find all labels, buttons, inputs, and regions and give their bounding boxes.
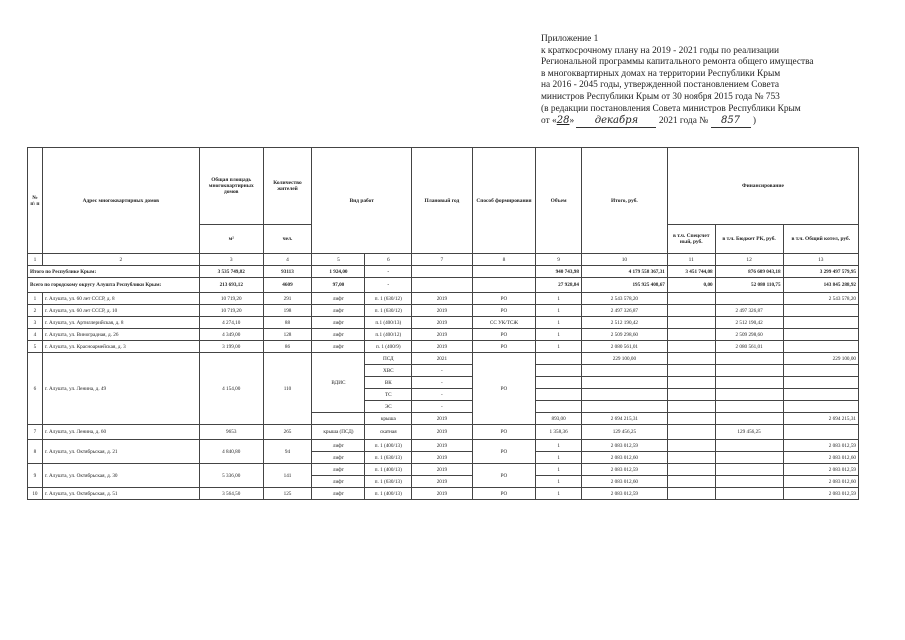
row-work-spec: п. 1 (630/12) <box>365 305 412 317</box>
row-area: 4 154,00 <box>199 353 263 425</box>
row-fin-common <box>783 377 858 389</box>
total-area: 3 535 749,82 <box>199 266 263 278</box>
col-area-header: Общая площадь многоквартирных домов <box>199 148 263 225</box>
row-method: СС УК/ТСЖ <box>472 317 536 329</box>
row-residents: 128 <box>263 329 312 341</box>
row-year: 2019 <box>412 317 472 329</box>
total-area: 213 693,12 <box>199 278 263 293</box>
col-total-header: Итого, руб. <box>581 148 667 254</box>
row-fin-common <box>783 341 858 353</box>
row-residents: 88 <box>263 317 312 329</box>
table-row <box>28 341 859 353</box>
row-work: лифт <box>312 293 365 305</box>
col-residents-header: Количество жителей <box>263 148 312 225</box>
handwritten-number: 857 <box>711 115 751 128</box>
row-volume <box>536 377 582 389</box>
col-year-header: Плановый год <box>412 148 472 254</box>
column-number: 13 <box>783 254 858 266</box>
row-address: г. Алушта, ул. Артиллерийская, д. 8 <box>42 317 199 329</box>
total-fin-common: 143 845 288,92 <box>783 278 858 293</box>
row-work-spec: ТС <box>365 389 412 401</box>
row-work-group: ВДИС <box>312 353 365 413</box>
row-year: 2019 <box>412 305 472 317</box>
row-area: 3 199,00 <box>199 341 263 353</box>
total-fin-budget: 876 609 043,18 <box>715 266 783 278</box>
row-residents: 125 <box>263 488 312 500</box>
row-total: 2 083 012,60 <box>581 476 667 488</box>
col-fin-common-header: в т.ч. Общий котел, руб. <box>783 225 858 254</box>
total-crimea-row <box>28 266 859 278</box>
row-year: 2019 <box>412 293 472 305</box>
row-total: 2 512 190,42 <box>581 317 667 329</box>
row-method: РО <box>472 353 536 425</box>
total-alushta-row <box>28 278 859 293</box>
row-number: 2 <box>28 305 43 317</box>
row-address: г. Алушта, ул. 60 лет СССР, д. 10 <box>42 305 199 317</box>
row-work-spec: п. 1 (630/12) <box>365 293 412 305</box>
row-volume <box>536 401 582 413</box>
row-number: 8 <box>28 440 43 464</box>
header-line: (в редакции постановления Совета министров Республики Крым <box>541 103 801 114</box>
handwritten-month: декабря <box>576 115 656 128</box>
row-address: г. Алушта, ул. 60 лет СССР, д. 8 <box>42 293 199 305</box>
row-work: лифт <box>312 440 365 452</box>
row-work-spec: п.1 (400/12) <box>365 329 412 341</box>
row-fin-common: 2 083 012,59 <box>783 464 858 476</box>
row-fin-budget: 129 456,25 <box>715 425 783 440</box>
row-fin-spec <box>667 341 715 353</box>
column-number: 12 <box>715 254 783 266</box>
row-fin-common <box>783 329 858 341</box>
column-number: 4 <box>263 254 312 266</box>
row-residents: 198 <box>263 305 312 317</box>
residents-unit: чел. <box>263 225 312 254</box>
row-area: 4 274,10 <box>199 317 263 329</box>
row-work: лифт <box>312 341 365 353</box>
row-work: крыша (ПСД) <box>312 425 365 440</box>
row-work: лифт <box>312 317 365 329</box>
repair-plan-table <box>27 147 859 500</box>
row-number: 6 <box>28 353 43 425</box>
row-fin-budget: 2 080 561,01 <box>715 341 783 353</box>
column-number: 1 <box>28 254 43 266</box>
row-volume: 1 <box>536 317 582 329</box>
total-label: Всего по городскому округу Алушта Республики Крым: <box>28 278 200 293</box>
total-dash: - <box>365 266 412 278</box>
row-address: г. Алушта, ул. Ленина, д. 49 <box>42 353 199 425</box>
row-volume: 1 <box>536 341 582 353</box>
row-total <box>581 365 667 377</box>
row-residents: 110 <box>263 353 312 425</box>
row-work: лифт <box>312 476 365 488</box>
col-work-header: Вид работ <box>312 148 412 254</box>
row-address: г. Алушта, ул. Красноармейская, д. 3 <box>42 341 199 353</box>
row-total: 229 100,00 <box>581 353 667 365</box>
column-number: 7 <box>412 254 472 266</box>
row-volume <box>536 365 582 377</box>
row-method: РО <box>472 293 536 305</box>
column-number: 2 <box>42 254 199 266</box>
row-total: 2 083 012,59 <box>581 440 667 452</box>
row-method: РО <box>472 425 536 440</box>
row-work-spec: п.1 (400/13) <box>365 317 412 329</box>
row-address: г. Алушта, ул. Октябрьская, д. 21 <box>42 440 199 464</box>
table-row <box>28 464 859 476</box>
row-work-spec: ХВС <box>365 365 412 377</box>
row-year: 2019 <box>412 464 472 476</box>
col-finance-header: Финансирование <box>667 148 858 225</box>
row-fin-spec <box>667 329 715 341</box>
table-row <box>28 293 859 305</box>
total-volume: 940 743,98 <box>536 266 582 278</box>
total-dash: - <box>365 278 412 293</box>
total-sum: 4 179 558 367,31 <box>581 266 667 278</box>
row-residents: 291 <box>263 293 312 305</box>
row-volume <box>536 389 582 401</box>
col-number-header: № п\ п <box>28 148 43 254</box>
row-method: РО <box>472 440 536 464</box>
row-method: РО <box>472 305 536 317</box>
row-work-spec: п. 1 (630/13) <box>365 476 412 488</box>
row-method: РО <box>472 329 536 341</box>
row-work-spec: п. 1 (630/13) <box>365 452 412 464</box>
row-fin-common: 229 100,00 <box>783 353 858 365</box>
row-area: 4 840,80 <box>199 440 263 464</box>
row-work-spec: п. 1 (400/9) <box>365 341 412 353</box>
row-total: 2 497 326,87 <box>581 305 667 317</box>
row-work-spec: крыша <box>365 413 412 425</box>
row-fin-spec <box>667 305 715 317</box>
row-volume: 1 <box>536 329 582 341</box>
table-row <box>28 353 859 365</box>
row-year: 2019 <box>412 413 472 425</box>
row-area: 9653 <box>199 425 263 440</box>
row-year: - <box>412 377 472 389</box>
row-year: - <box>412 389 472 401</box>
col-volume-header: Объем <box>536 148 582 254</box>
total-fin-spec: 0,00 <box>667 278 715 293</box>
header-line: министров Республики Крым от 30 ноября 2015 года № 753 <box>541 91 780 102</box>
row-area: 3 564,50 <box>199 488 263 500</box>
row-fin-common <box>783 365 858 377</box>
row-total <box>581 377 667 389</box>
row-fin-budget: 2 497 326,87 <box>715 305 783 317</box>
appendix-header <box>541 34 881 128</box>
total-sum: 195 925 408,67 <box>581 278 667 293</box>
header-line: в многоквартирных домах на территории Республики Крым <box>541 68 781 79</box>
row-work-spec: ПСД <box>365 353 412 365</box>
row-fin-spec <box>667 293 715 305</box>
row-work: лифт <box>312 305 365 317</box>
row-volume <box>536 353 582 365</box>
row-fin-budget <box>715 293 783 305</box>
row-year: 2019 <box>412 476 472 488</box>
row-year: - <box>412 365 472 377</box>
row-volume: 1 <box>536 440 582 452</box>
column-number: 10 <box>581 254 667 266</box>
row-year: 2019 <box>412 440 472 452</box>
table-row <box>28 440 859 452</box>
row-work-spec: ВК <box>365 377 412 389</box>
row-year: 2019 <box>412 425 472 440</box>
row-year: 2019 <box>412 341 472 353</box>
handwritten-day: 28 <box>556 115 570 127</box>
col-fin-spec-header: в т.ч. Спецсчет ный, руб. <box>667 225 715 254</box>
row-fin-budget: 2 509 298,60 <box>715 329 783 341</box>
column-number-row <box>28 254 859 266</box>
row-year: 2019 <box>412 452 472 464</box>
row-work: лифт <box>312 464 365 476</box>
row-residents: 86 <box>263 341 312 353</box>
row-work-spec: п. 1 (400/13) <box>365 464 412 476</box>
row-volume: 893,00 <box>536 413 582 425</box>
row-number: 3 <box>28 317 43 329</box>
total-fin-spec: 3 451 744,08 <box>667 266 715 278</box>
row-address: г. Алушта, ул. Ленина, д. 60 <box>42 425 199 440</box>
row-total: 2 543 578,20 <box>581 293 667 305</box>
row-work: лифт <box>312 488 365 500</box>
row-method: РО <box>472 488 536 500</box>
row-fin-common: 2 694 215,31 <box>783 413 858 425</box>
row-volume: 1 <box>536 488 582 500</box>
row-year: 2019 <box>412 329 472 341</box>
row-total: 2 083 012,60 <box>581 452 667 464</box>
column-number: 9 <box>536 254 582 266</box>
row-year: - <box>412 401 472 413</box>
row-work-spec: п. 1 (400/13) <box>365 440 412 452</box>
row-number: 5 <box>28 341 43 353</box>
row-method: РО <box>472 464 536 488</box>
row-fin-common <box>783 401 858 413</box>
row-method: РО <box>472 341 536 353</box>
row-area: 4 349,00 <box>199 329 263 341</box>
row-fin-spec <box>667 317 715 329</box>
row-total: 129 456,25 <box>581 425 667 440</box>
row-fin-common <box>783 317 858 329</box>
total-fin-budget: 52 080 110,75 <box>715 278 783 293</box>
row-total: 2 083 012,59 <box>581 488 667 500</box>
total-volume: 27 928,84 <box>536 278 582 293</box>
row-total: 2 083 012,59 <box>581 464 667 476</box>
row-area: 10 719,20 <box>199 293 263 305</box>
row-number: 4 <box>28 329 43 341</box>
table-row <box>28 425 859 440</box>
row-total <box>581 401 667 413</box>
row-fin-common: 2 083 012,60 <box>783 476 858 488</box>
row-number: 7 <box>28 425 43 440</box>
row-fin-common: 2 543 578,20 <box>783 293 858 305</box>
total-work: 1 924,00 <box>312 266 365 278</box>
row-year: 2019 <box>412 488 472 500</box>
header-date-line: от «28» декабря 2021 года № 857 ) <box>541 115 756 127</box>
row-volume: 1 <box>536 293 582 305</box>
row-total: 2 080 561,01 <box>581 341 667 353</box>
row-total <box>581 389 667 401</box>
row-fin-common <box>783 389 858 401</box>
header-line: Приложение 1 <box>541 34 599 44</box>
row-number: 1 <box>28 293 43 305</box>
row-area: 5 336,00 <box>199 464 263 488</box>
table-header-row <box>28 148 859 225</box>
row-work-spec: ЭС <box>365 401 412 413</box>
row-fin-common <box>783 305 858 317</box>
col-address-header: Адрес многоквартирных домов <box>42 148 199 254</box>
row-residents: 265 <box>263 425 312 440</box>
column-number: 8 <box>472 254 536 266</box>
header-line: Региональной программы капитального ремонта общего имущества <box>541 57 814 68</box>
column-number: 5 <box>312 254 365 266</box>
row-residents: 94 <box>263 440 312 464</box>
row-address: г. Алушта, ул. Виноградная, д. 26 <box>42 329 199 341</box>
header-line: на 2016 - 2045 годы, утвержденной постановлением Совета <box>541 80 780 91</box>
row-number: 9 <box>28 464 43 488</box>
column-number: 6 <box>365 254 412 266</box>
row-volume: 1 <box>536 452 582 464</box>
row-address: г. Алушта, ул. Октябрьская, д. 30 <box>42 464 199 488</box>
row-address: г. Алушта, ул. Октябрьская, д. 51 <box>42 488 199 500</box>
row-work: лифт <box>312 452 365 464</box>
total-work: 97,00 <box>312 278 365 293</box>
row-total: 2 509 298,60 <box>581 329 667 341</box>
row-total: 2 694 215,31 <box>581 413 667 425</box>
col-method-header: Способ формирования <box>472 148 536 254</box>
column-number: 3 <box>199 254 263 266</box>
row-volume: 1 <box>536 476 582 488</box>
area-unit: м² <box>199 225 263 254</box>
total-label: Итого по Республике Крым: <box>28 266 200 278</box>
row-residents: 141 <box>263 464 312 488</box>
row-volume: 1 358,36 <box>536 425 582 440</box>
row-volume: 1 <box>536 464 582 476</box>
row-fin-common: 2 083 012,59 <box>783 488 858 500</box>
table-row <box>28 317 859 329</box>
row-number: 10 <box>28 488 43 500</box>
row-volume: 1 <box>536 305 582 317</box>
total-residents: 93113 <box>263 266 312 278</box>
col-fin-budget-header: в т.ч. Бюджет РК, руб. <box>715 225 783 254</box>
table-row <box>28 305 859 317</box>
row-fin-common: 2 083 012,60 <box>783 452 858 464</box>
row-work-spec: скатная <box>365 425 412 440</box>
table-row <box>28 329 859 341</box>
row-year: 2021 <box>412 353 472 365</box>
row-area: 10 719,20 <box>199 305 263 317</box>
row-work-spec: п. 1 (400/13) <box>365 488 412 500</box>
header-line: к краткосрочному плану на 2019 - 2021 годы по реализации <box>541 45 780 56</box>
row-fin-common: 2 083 012,59 <box>783 440 858 452</box>
row-fin-budget: 2 512 190,42 <box>715 317 783 329</box>
total-fin-common: 3 299 497 579,95 <box>783 266 858 278</box>
row-work: лифт <box>312 329 365 341</box>
table-row <box>28 488 859 500</box>
total-residents: 4609 <box>263 278 312 293</box>
column-number: 11 <box>667 254 715 266</box>
